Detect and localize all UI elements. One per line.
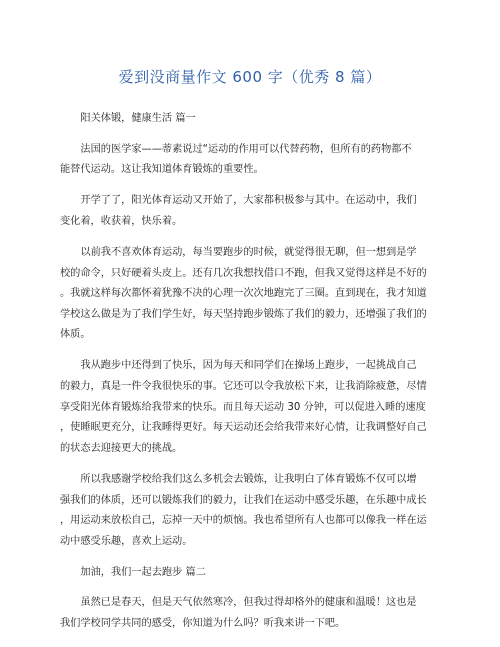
text-line: 。我就这样每次都怀着犹豫不决的心理一次次地跑完了三圈。直到现在，我才知道 <box>60 288 427 300</box>
text-line: 体质。 <box>60 329 91 341</box>
text-line: 能替代运动。这让我知道体育锻炼的重要性。 <box>60 164 264 176</box>
paragraph <box>60 191 440 232</box>
text-line: ，用运动来放松自己，忘掉一天中的烦恼。我也希望所有人也都可以像我一样在运 <box>60 515 427 527</box>
section-heading-2 <box>60 563 440 584</box>
text-line: 的状态去迎接更大的挑战。 <box>60 442 183 454</box>
text-line: 变化着，收获着，快乐着。 <box>60 215 183 227</box>
text-line: 强我们的体质，还可以锻炼我们的毅力，让我们在运动中感受乐趣，在乐趣中成长 <box>60 494 427 506</box>
text-line: 虽然已是春天，但是天气依然寒冷，但我过得却格外的健康和温暖！这也是 <box>80 597 417 609</box>
text-line: 的毅力，真是一件令我很快乐的事。它还可以令我放松下来，让我消除疲惫，尽情 <box>60 381 427 393</box>
document-title: 爱到没商量作文 600 字（优秀 8 篇） <box>118 68 382 86</box>
paragraph <box>60 243 440 346</box>
text-line: 享受阳光体育锻炼给我带来的快乐。而且每天运动 30 分钟，可以促进入睡的速度 <box>60 401 426 413</box>
paragraph <box>60 593 440 634</box>
text-line: 加油，我们一起去跑步 篇二 <box>80 566 206 578</box>
paragraph <box>60 470 440 552</box>
paragraph <box>60 140 440 181</box>
text-line: 以前我不喜欢体育运动，每当要跑步的时候，就觉得很无聊，但一想到是学 <box>80 246 417 258</box>
section-heading-1 <box>60 109 440 130</box>
text-line: 开学了了，阳光体育运动又开始了，大家都积极参与其中。在运动中，我们 <box>80 195 417 207</box>
text-line: 校的命令，只好硬着头皮上。还有几次我想找借口不跑，但我又觉得这样是不好的 <box>60 267 427 279</box>
text-line: 法国的医学家——蒂素说过“运动的作用可以代替药物，但所有的药物都不 <box>80 143 412 155</box>
text-line: 我从跑步中还得到了快乐，因为每天和同学们在操场上跑步，一起挑战自己 <box>80 360 417 372</box>
text-line: ，使睡眠更充分，让我睡得更好。每天运动还会给我带来好心情，让我调整好自己 <box>60 422 427 434</box>
text-line: 动中感受乐趣，喜欢上运动。 <box>60 535 193 547</box>
text-line: 学校这么做是为了我们学生好，每天坚持跑步锻炼了我们的毅力，还增强了我们的 <box>60 308 427 320</box>
text-line: 所以我感谢学校给我们这么多机会去锻炼，让我明白了体育锻炼不仅可以增 <box>80 473 417 485</box>
text-line: 阳关体锻，健康生活 篇一 <box>80 113 196 124</box>
text-line: 我们学校同学共同的感受，你知道为什么吗？听我来讲一下吧。 <box>60 617 346 629</box>
paragraph <box>60 356 440 459</box>
